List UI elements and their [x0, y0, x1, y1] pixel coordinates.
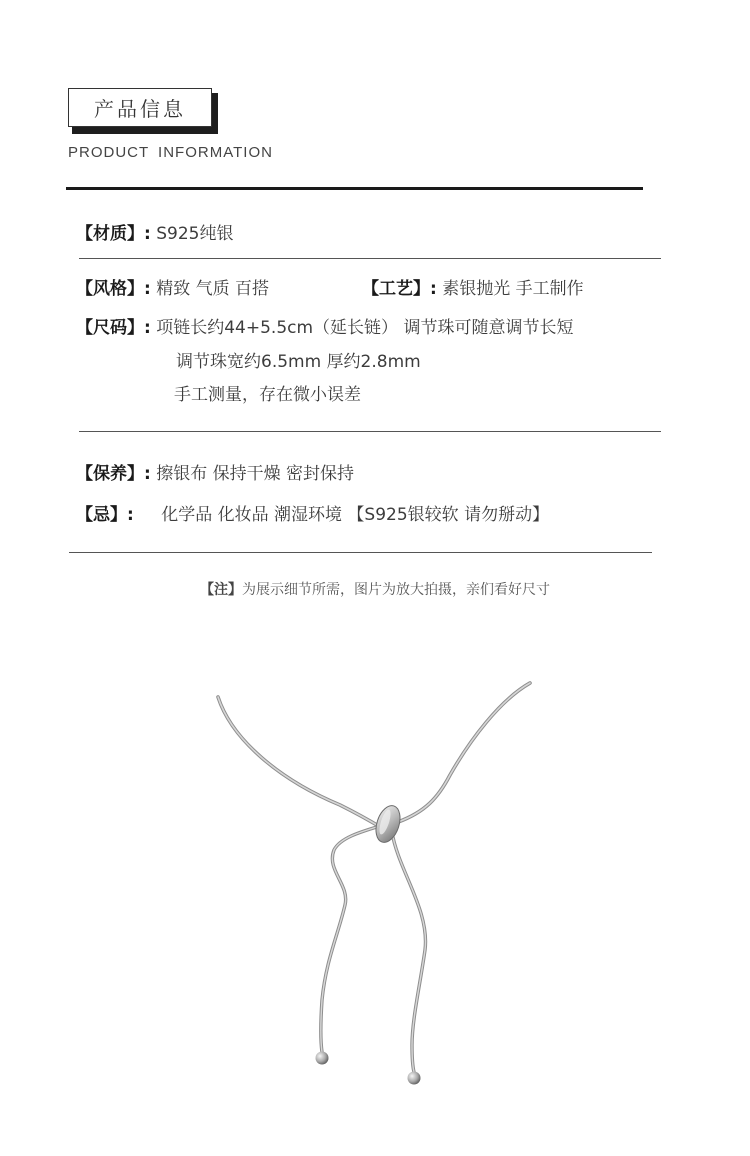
spec-row-style: [76, 279, 269, 299]
spec-value: 项链长约44+5.5cm（延长链） 调节珠可随意调节长短: [156, 318, 574, 338]
divider: [79, 431, 661, 432]
section-title: 产品信息: [68, 88, 212, 127]
spec-value: 素银抛光 手工制作: [442, 279, 584, 299]
spec-row-size: [76, 318, 573, 338]
chain-right-strand: [392, 832, 426, 1072]
spec-row-avoid: [76, 505, 549, 525]
adjuster-bead: [372, 803, 405, 846]
note-label: 【注】: [200, 582, 242, 598]
end-ball-right: [408, 1072, 421, 1085]
spec-value: 精致 气质 百搭: [156, 279, 270, 299]
spec-row-care: [76, 464, 354, 484]
chain-left-upper: [218, 697, 382, 828]
spec-label: 【风格】:: [76, 279, 151, 299]
spec-value: 擦银布 保持干燥 密封保持: [156, 464, 355, 484]
product-image: [0, 600, 750, 1156]
spec-value: 手工测量，存在微小误差: [174, 385, 361, 405]
spec-value: S925纯银: [156, 224, 234, 244]
disclaimer-note: [0, 579, 750, 599]
chain-left-strand: [321, 826, 380, 1052]
spec-value: 调节珠宽约6.5mm 厚约2.8mm: [176, 352, 421, 372]
spec-label: 【忌】:: [76, 505, 134, 525]
spec-label: 【保养】:: [76, 464, 151, 484]
spec-label: 【工艺】:: [362, 279, 437, 299]
end-ball-left: [316, 1052, 329, 1065]
spec-label: 【尺码】:: [76, 318, 151, 338]
chain-right-upper: [398, 683, 530, 822]
spec-size-line2: [176, 352, 421, 372]
header-divider: [66, 187, 643, 190]
spec-size-line3: [174, 385, 361, 405]
divider: [69, 552, 652, 553]
divider: [79, 258, 661, 259]
section-subtitle: PRODUCT INFORMATION: [68, 144, 273, 161]
note-text: 为展示细节所需，图片为放大拍摄，亲们看好尺寸: [242, 582, 550, 598]
spec-row-craft: [362, 279, 584, 299]
spec-row-material: [76, 224, 233, 244]
spec-label: 【材质】:: [76, 224, 151, 244]
spec-value: 化学品 化妆品 潮湿环境 【S925银较软 请勿掰动】: [161, 505, 550, 525]
